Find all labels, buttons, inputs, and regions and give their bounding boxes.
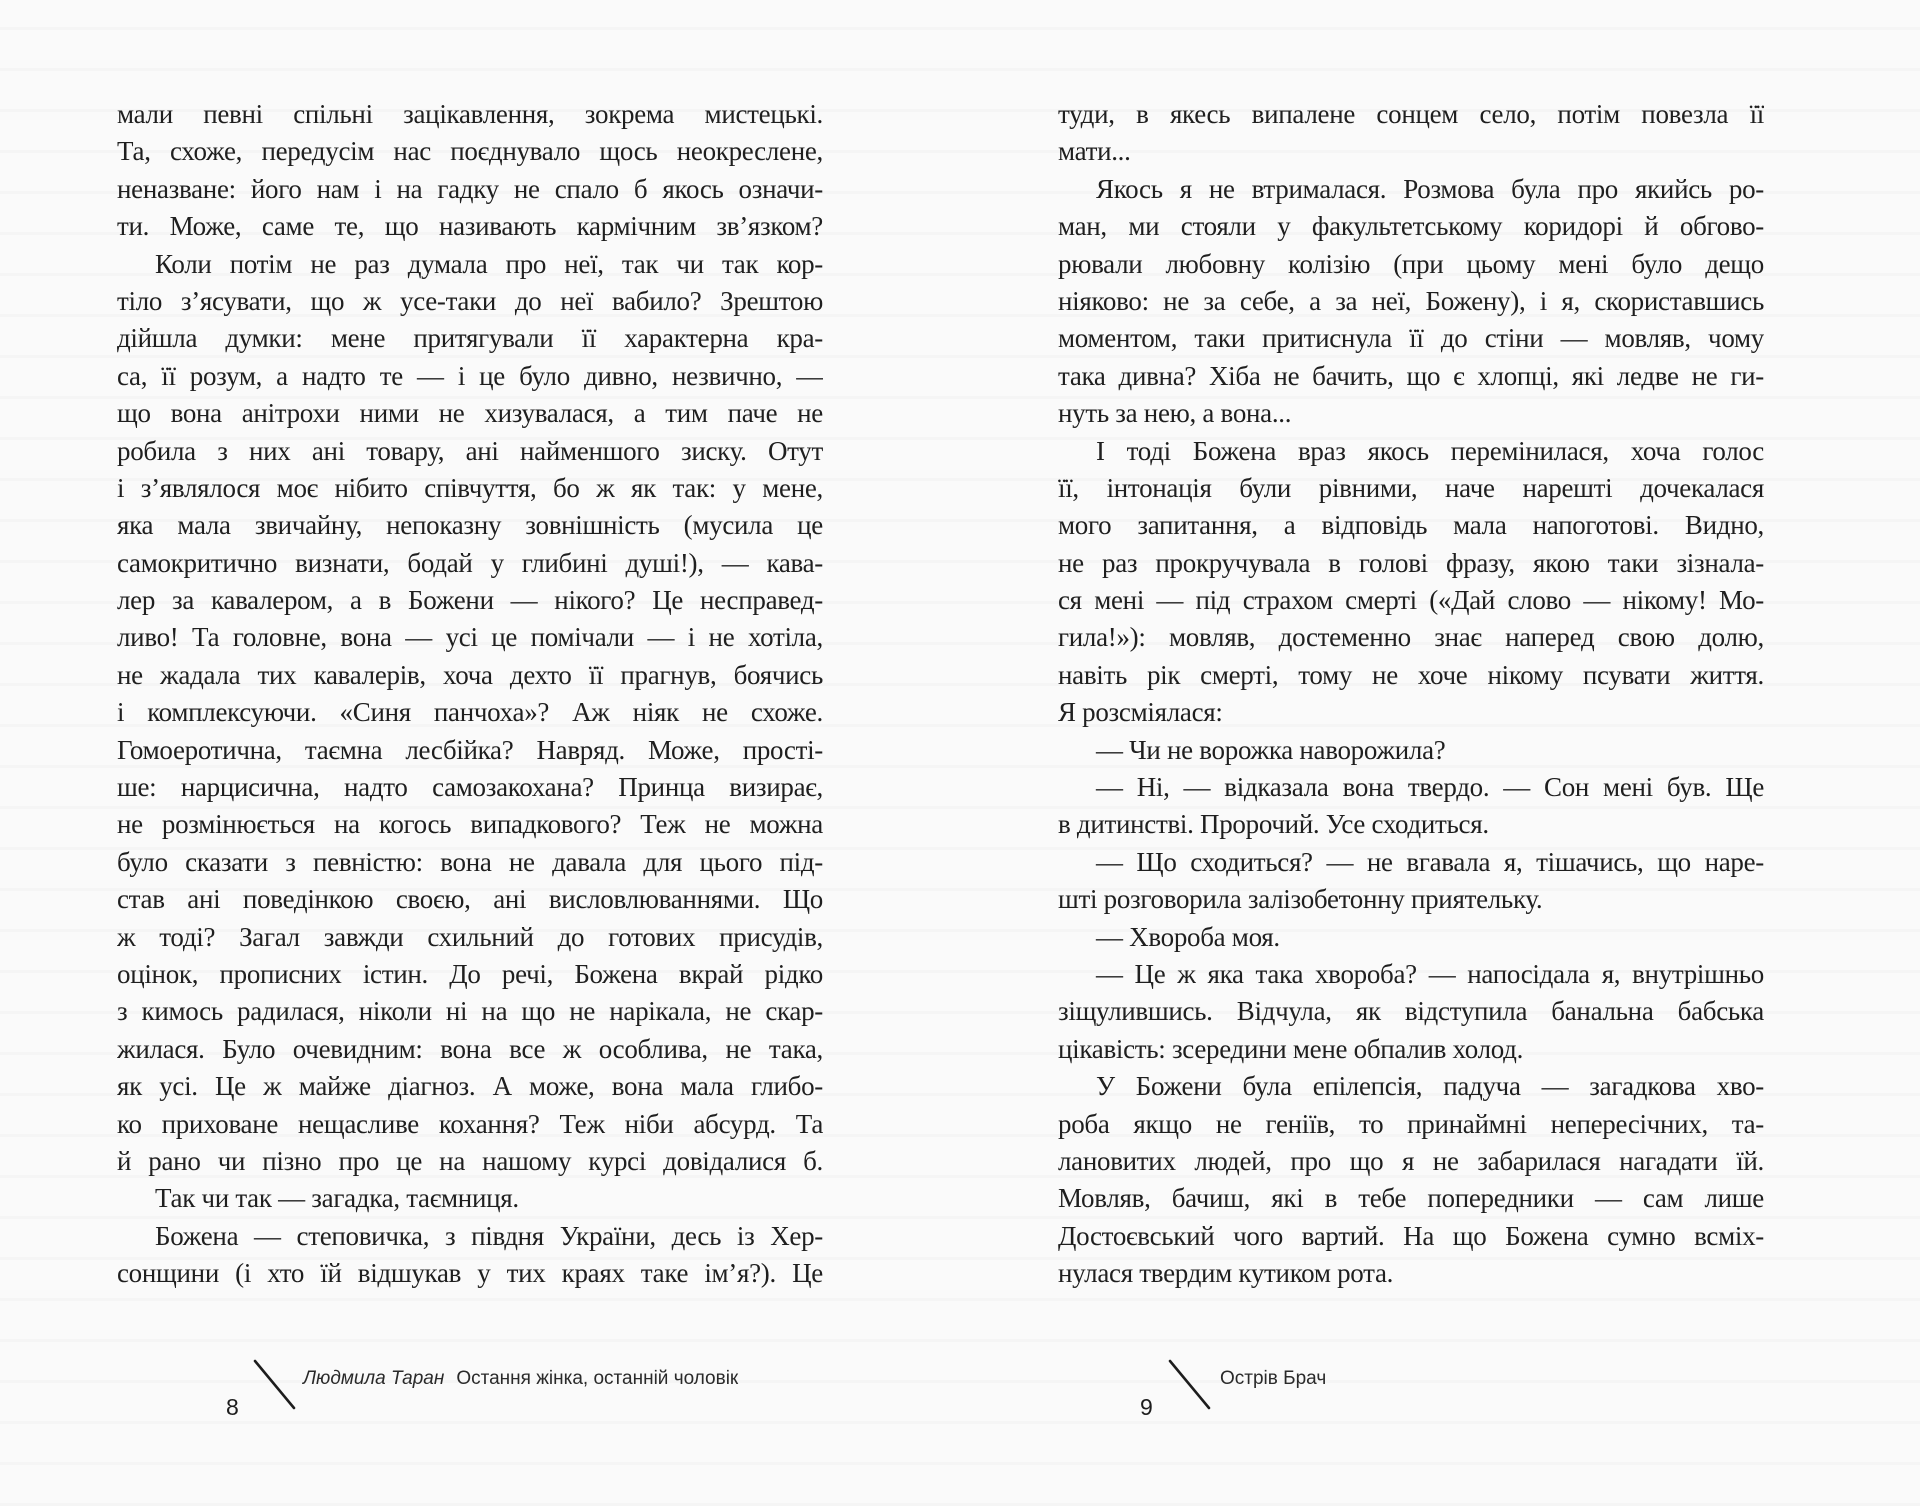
text-line: оцінок, прописних істин. До речі, Божена вкрай рідко (117, 958, 823, 989)
text-line: моментом, таки притиснула її до стіни — мовляв, чому (1058, 323, 1764, 354)
text-line: Коли потім не раз думала про неї, так чи так кор- (155, 248, 823, 279)
text-line: її, інтонація були рівними, наче нарешті дочекалася (1058, 472, 1764, 503)
text-line: яка мала звичайну, непоказну зовнішність (мусила це (117, 510, 823, 541)
text-line: не розмінюється на когось випадкового? Теж не можна (117, 809, 823, 840)
text-line: са, її розум, а надто те — і це було дивно, незвично, — (117, 360, 823, 391)
text-line: й рано чи пізно про це на нашому курсі довідалися б. (117, 1145, 823, 1176)
left-page-number: 8 (226, 1394, 239, 1420)
text-line: ти. Може, саме те, що називають кармічним зв’язком? (117, 211, 823, 242)
text-line: нулася твердим кутиком рота. (1058, 1258, 1394, 1289)
text-line: жилася. Було очевидним: вона все ж особлива, не така, (117, 1033, 823, 1064)
text-line: ж тоді? Загал завжди схильний до готових присудів, (117, 921, 823, 952)
text-line: — Чи не ворожка наворожила? (1096, 734, 1446, 765)
text-line: самокритично визнати, бодай у глибині душі!), — кава- (117, 547, 823, 578)
footer-slash-icon (252, 1358, 298, 1412)
text-line: ман, ми стояли у факультетському коридорі й обгово- (1058, 211, 1764, 242)
text-line: мати... (1058, 136, 1131, 167)
text-line: не жадала тих кавалерів, хоча дехто її прагнув, боячись (117, 659, 823, 690)
right-page-number: 9 (1140, 1394, 1153, 1420)
text-line: — Хвороба моя. (1096, 921, 1280, 952)
text-line: зіщулившись. Відчула, як відступила банальна бабська (1058, 996, 1764, 1027)
text-line: Достоєвський чого вартий. На що Божена сумно всміх- (1058, 1220, 1764, 1251)
text-line: Якось я не втрималася. Розмова була про якийсь ро- (1096, 173, 1764, 204)
footer-slash-icon (1167, 1358, 1213, 1412)
text-line: рювали любовну колізію (при цьому мені було дещо (1058, 248, 1764, 279)
text-line: став ані поведінкою своєю, ані висловлюваннями. Що (117, 884, 823, 915)
text-line: робила з них ані товару, ані найменшого зиску. Отут (117, 435, 823, 466)
footer-chapter-title: Острів Брач (1220, 1368, 1327, 1389)
text-line: як усі. Це ж майже діагноз. А може, вона мала глибо- (117, 1071, 823, 1102)
text-line: така дивна? Хіба не бачить, що є хлопці, які ледве не ги- (1058, 360, 1764, 391)
text-line: в дитинстві. Пророчий. Усе сходиться. (1058, 809, 1489, 840)
text-line: мого запитання, а відповідь мала напоготові. Видно, (1058, 510, 1764, 541)
text-line: не раз прокручувала в голові фразу, якою таки зізнала- (1058, 547, 1764, 578)
text-line: лер за кавалером, а в Божени — нікого? Це несправед- (117, 585, 823, 616)
text-line: ливо! Та головне, вона — усі це помічали — і не хотіла, (117, 622, 823, 653)
text-line: дійшла думки: мене притягували її характерна кра- (117, 323, 823, 354)
text-line: Божена — степовичка, з півдня України, десь із Хер- (155, 1220, 823, 1251)
text-line: Та, схоже, передусім нас поєднувало щось неокреслене, (117, 136, 823, 167)
text-line: і з’являлося моє нібито співчуття, бо ж як так: у мене, (117, 472, 823, 503)
text-line: було сказати з певністю: вона не давала для цього під- (117, 846, 823, 877)
text-line: Гомоеротична, таємна лесбійка? Навряд. Може, прості- (117, 734, 823, 765)
text-line: неназване: його нам і на гадку не спало б якось означи- (117, 173, 823, 204)
text-line: гила!»): мовляв, достеменно знає наперед свою долю, (1058, 622, 1764, 653)
text-line: з кимось радилася, ніколи ні на що не нарікала, не скар- (117, 996, 823, 1027)
text-line: — Що сходиться? — не вгавала я, тішачись, що наре- (1096, 846, 1764, 877)
text-line: нуть за нею, а вона... (1058, 398, 1292, 429)
text-line: І тоді Божена враз якось перемінилася, хоча голос (1096, 435, 1764, 466)
text-line: і комплексуючи. «Синя панчоха»? Аж ніяк не схоже. (117, 697, 823, 728)
footer-book-title: Остання жінка, останній чоловік (456, 1368, 739, 1389)
text-line: ко приховане нещасливе кохання? Теж ніби абсурд. Та (117, 1108, 823, 1139)
footer-author: Людмила Таран (303, 1368, 445, 1389)
text-line: У Божени була епілепсія, падуча — загадкова хво- (1096, 1071, 1764, 1102)
text-line: Мовляв, бачиш, які в тебе попередники — сам лише (1058, 1183, 1764, 1214)
left-page-footer (303, 1368, 738, 1390)
text-line: Так чи так — загадка, таємниця. (155, 1183, 519, 1214)
text-line: тіло з’ясувати, що ж усе-таки до неї вабило? Зрештою (117, 285, 823, 316)
text-line: навіть рік смерті, тому не хоче нікому псувати життя. (1058, 659, 1764, 690)
text-line: ся мені — під страхом смерті («Дай слово — нікому! Мо- (1058, 585, 1764, 616)
text-line: Я розсміялася: (1058, 697, 1223, 728)
text-line: мали певні спільні зацікавлення, зокрема мистецькі. (117, 99, 823, 129)
left-page-text-column (117, 96, 823, 1293)
text-line: лановитих людей, про що я не забарилася нагадати їй. (1058, 1145, 1764, 1176)
text-line: ше: нарцисична, надто самозакохана? Принца визирає, (117, 772, 823, 803)
right-page-footer (1220, 1368, 1326, 1390)
text-line: туди, в якесь випалене сонцем село, потім повезла її (1058, 99, 1764, 129)
right-page-text-column (1058, 96, 1764, 1293)
text-line: що вона анітрохи ними не хизувалася, а тим паче не (117, 398, 823, 429)
text-line: — Це ж яка така хвороба? — напосідала я, внутрішньо (1096, 958, 1764, 989)
text-line: шті розговорила залізобетонну приятельку. (1058, 884, 1543, 915)
text-line: ніяково: не за себе, а за неї, Божену), і я, скориставшись (1058, 285, 1764, 316)
text-line: роба якщо не геніїв, то принаймні непересічних, та- (1058, 1108, 1764, 1139)
text-line: сонщини (і хто їй відшукав у тих краях таке ім’я?). Це (117, 1258, 823, 1289)
text-line: — Ні, — відказала вона твердо. — Сон мені був. Ще (1096, 772, 1764, 803)
text-line: цікавість: зсередини мене обпалив холод. (1058, 1033, 1524, 1064)
